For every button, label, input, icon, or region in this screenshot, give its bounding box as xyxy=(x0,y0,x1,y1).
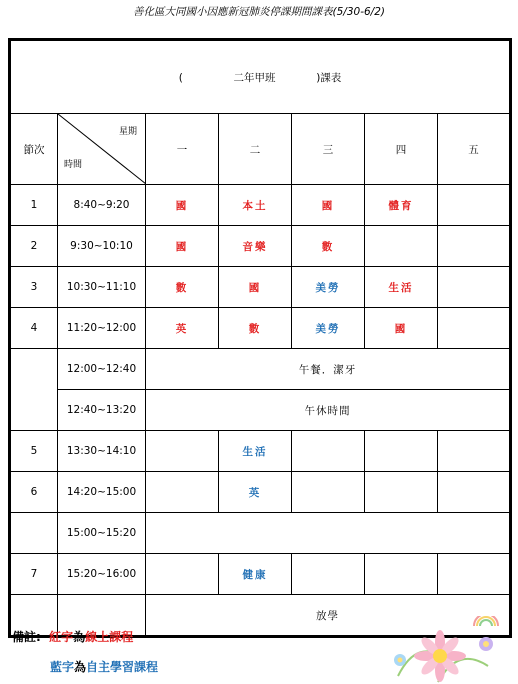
subject-cell: 生活 xyxy=(219,431,292,472)
subject-cell xyxy=(438,308,511,349)
corner-header xyxy=(58,114,146,185)
period-number: 3 xyxy=(10,267,58,308)
note-online: 線上課程 xyxy=(85,630,134,644)
flower-decoration xyxy=(378,616,510,684)
table-row xyxy=(10,554,511,595)
subject-cell: 體育 xyxy=(365,185,438,226)
note-red-word: 紅字 xyxy=(49,630,74,644)
title-close: )課表 xyxy=(316,71,342,84)
period-number: 7 xyxy=(10,554,58,595)
subject-cell: 英 xyxy=(219,472,292,513)
lunch-period-cell xyxy=(10,349,58,431)
break-cell xyxy=(146,513,511,554)
subject-cell xyxy=(365,554,438,595)
subject-cell xyxy=(365,226,438,267)
lunch-time: 12:00~12:40 xyxy=(58,349,146,390)
subject-cell xyxy=(146,431,219,472)
period-time: 13:30~14:10 xyxy=(58,431,146,472)
subject-cell xyxy=(146,554,219,595)
table-row xyxy=(10,226,511,267)
day-header-3: 三 xyxy=(292,114,365,185)
title-open-paren: ( xyxy=(178,71,183,84)
nap-label: 午休時間 xyxy=(146,390,511,431)
subject-cell xyxy=(438,185,511,226)
subject-cell: 數 xyxy=(292,226,365,267)
timetable xyxy=(8,38,512,638)
class-name: 二年甲班 xyxy=(233,71,276,84)
subject-cell: 英 xyxy=(146,308,219,349)
subject-cell xyxy=(292,431,365,472)
period-header: 節次 xyxy=(10,114,58,185)
subject-cell xyxy=(438,226,511,267)
table-row xyxy=(10,185,511,226)
time-label: 時間 xyxy=(64,160,83,170)
subject-cell xyxy=(292,554,365,595)
day-header-2: 二 xyxy=(219,114,292,185)
subject-cell: 健康 xyxy=(219,554,292,595)
break-time: 15:00~15:20 xyxy=(58,513,146,554)
subject-cell xyxy=(438,431,511,472)
note-is-2: 為 xyxy=(74,660,87,674)
note-line-2 xyxy=(50,658,158,675)
subject-cell xyxy=(438,554,511,595)
subject-cell: 國 xyxy=(292,185,365,226)
subject-cell: 國 xyxy=(146,185,219,226)
day-header-5: 五 xyxy=(438,114,511,185)
note-line-1 xyxy=(12,628,133,645)
page-header: 善化區大同國小因應新冠肺炎停課期間課表(5/30-6/2) xyxy=(133,6,385,18)
weekday-label: 星期 xyxy=(118,127,137,137)
note-blue-word: 藍字 xyxy=(50,660,75,674)
break-period-cell xyxy=(10,513,58,554)
table-row xyxy=(10,472,511,513)
subject-cell: 國 xyxy=(219,267,292,308)
period-number: 1 xyxy=(10,185,58,226)
subject-cell: 數 xyxy=(219,308,292,349)
table-row xyxy=(10,308,511,349)
subject-cell: 美勞 xyxy=(292,267,365,308)
lunch-label: 午餐．潔牙 xyxy=(146,349,511,390)
day-header-1: 一 xyxy=(146,114,219,185)
period-number: 2 xyxy=(10,226,58,267)
subject-cell xyxy=(438,472,511,513)
period-number: 6 xyxy=(10,472,58,513)
period-time: 8:40~9:20 xyxy=(58,185,146,226)
subject-cell: 本土 xyxy=(219,185,292,226)
nap-time: 12:40~13:20 xyxy=(58,390,146,431)
subject-cell xyxy=(438,267,511,308)
subject-cell: 數 xyxy=(146,267,219,308)
table-row xyxy=(10,431,511,472)
note-self-study: 自主學習課程 xyxy=(86,660,159,674)
subject-cell: 美勞 xyxy=(292,308,365,349)
dismiss-label: 放學 xyxy=(146,595,511,637)
subject-cell xyxy=(365,431,438,472)
note-label: 備註: xyxy=(12,630,41,644)
day-header-4: 四 xyxy=(365,114,438,185)
period-time: 10:30~11:10 xyxy=(58,267,146,308)
period-number: 5 xyxy=(10,431,58,472)
period-number: 4 xyxy=(10,308,58,349)
period-time: 14:20~15:00 xyxy=(58,472,146,513)
subject-cell: 國 xyxy=(146,226,219,267)
subject-cell xyxy=(365,472,438,513)
period-time: 15:20~16:00 xyxy=(58,554,146,595)
table-row xyxy=(10,267,511,308)
subject-cell: 音樂 xyxy=(219,226,292,267)
subject-cell: 生活 xyxy=(365,267,438,308)
note-is-1: 為 xyxy=(73,630,86,644)
period-time: 9:30~10:10 xyxy=(58,226,146,267)
subject-cell xyxy=(292,472,365,513)
subject-cell: 國 xyxy=(365,308,438,349)
subject-cell xyxy=(146,472,219,513)
period-time: 11:20~12:00 xyxy=(58,308,146,349)
timetable-title xyxy=(10,40,511,114)
